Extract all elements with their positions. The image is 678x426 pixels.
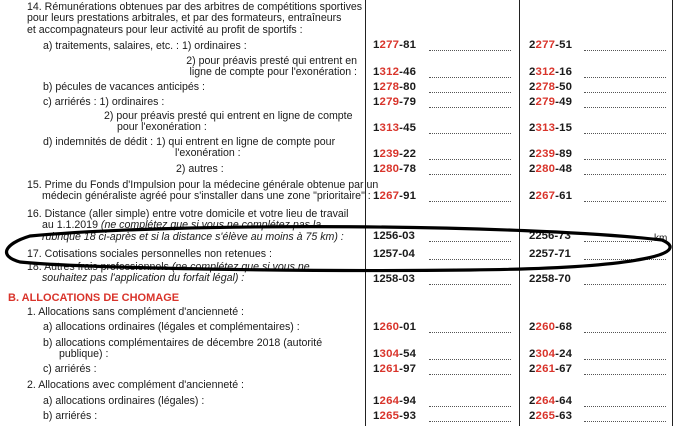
code-2239-89: 2239-89 [529,148,573,160]
section-b-title: B. ALLOCATIONS DE CHOMAGE [8,292,180,304]
code-1257-04: 1257-04 [373,248,415,260]
code-1277-81: 1277-81 [373,39,417,51]
code-2312-16: 2312-16 [529,66,573,78]
code-1312-46: 1312-46 [373,66,417,78]
code-2256-73: 2256-73 [529,230,571,242]
amount-field-1261-97[interactable] [429,374,511,375]
amount-field-1264-94[interactable] [429,406,511,407]
row-14c2-label: 2) pour préavis presté qui entrent en ligne de compte pour l'exonération : [104,110,353,134]
row-b1c-label: c) arriérés : [43,363,97,375]
row-b1-heading: 1. Allocations sans complément d'ancienneté : [27,306,244,318]
code-1278-80: 1278-80 [373,81,417,93]
code-1264-94: 1264-94 [373,395,417,407]
code-2267-61: 2267-61 [529,190,573,202]
code-2304-24: 2304-24 [529,348,573,360]
row-14d2-label: 2) autres : [176,163,224,175]
amount-field-1260-01[interactable] [429,332,511,333]
row-b2-heading: 2. Allocations avec complément d'ancienneté : [27,379,244,391]
row-17-label: 17. Cotisations sociales personnelles non retenues : [27,248,272,260]
row-b2a-label: a) allocations ordinaires (légales) : [43,395,205,407]
row-14-heading: 14. Rémunérations obtenues par des arbitres de compétitions sportives pour leurs prestations arbitrales, et par des formateurs, entraîneurs et accompagnateurs pour leur activité au profit de sportifs : [27,1,363,36]
row-14a1-label: a) traitements, salaires, etc. : 1) ordinaires : [43,40,247,52]
code-1260-01: 1260-01 [373,321,417,333]
code-1256-03: 1256-03 [373,230,415,242]
amount-field-2261-67[interactable] [584,374,666,375]
code-1267-91: 1267-91 [373,190,417,202]
code-2265-63: 2265-63 [529,410,573,422]
code-2279-49: 2279-49 [529,96,573,108]
amount-field-1265-93[interactable] [429,421,511,422]
row-b1b-label: b) allocations complémentaires de décembre 2018 (autorité publique) : [43,337,323,361]
code-2280-48: 2280-48 [529,163,573,175]
code-2260-68: 2260-68 [529,321,573,333]
code-1265-93: 1265-93 [373,410,417,422]
code-1313-45: 1313-45 [373,122,417,134]
code-2264-64: 2264-64 [529,395,573,407]
row-16-label: 16. Distance (aller simple) entre votre domicile et votre lieu de travail au 1.1.2019 (ne complétez que si vous ne complétez pas la rubrique 18 ci-après et si la distance s'élève au moins à 75 km) : [27,208,349,243]
code-1279-79: 1279-79 [373,96,417,108]
amount-field-2265-63[interactable] [584,421,666,422]
code-1280-78: 1280-78 [373,163,417,175]
amount-field-2304-24[interactable] [584,359,666,360]
code-2313-15: 2313-15 [529,122,573,134]
row-14d-label: d) indemnités de dédit : 1) qui entrent en ligne de compte pour l'exonération : [43,136,336,160]
code-2258-70: 2258-70 [529,273,571,285]
code-2261-67: 2261-67 [529,363,573,375]
row-14c-label: c) arriérés : 1) ordinaires : [43,96,165,108]
row-b1a-label: a) allocations ordinaires (légales et complémentaires) : [43,321,300,333]
row-14a2-label: 2) pour préavis presté qui entrent en ligne de compte pour l'exonération : [186,55,357,79]
row-15-label: 15. Prime du Fonds d'Impulsion pour la médecine générale obtenue par un médecin généraliste agréé pour s'installer dans une zone "prioritaire" : [27,179,379,203]
code-2278-50: 2278-50 [529,81,573,93]
code-1304-54: 1304-54 [373,348,417,360]
row-14b-label: b) pécules de vacances anticipés : [43,81,205,93]
code-1261-97: 1261-97 [373,363,417,375]
code-2277-51: 2277-51 [529,39,573,51]
row-b2b-label: b) arriérés : [43,410,98,422]
amount-field-2260-68[interactable] [584,332,666,333]
code-2257-71: 2257-71 [529,248,571,260]
code-1258-03: 1258-03 [373,273,415,285]
amount-field-1304-54[interactable] [429,359,511,360]
unit-km-label: km [654,233,668,244]
amount-field-2264-64[interactable] [584,406,666,407]
row-18-label: 18. Autres frais professionnels (ne complétez que si vous ne souhaitez pas l'application du forfait légal) : [27,261,310,285]
code-1239-22: 1239-22 [373,148,417,160]
